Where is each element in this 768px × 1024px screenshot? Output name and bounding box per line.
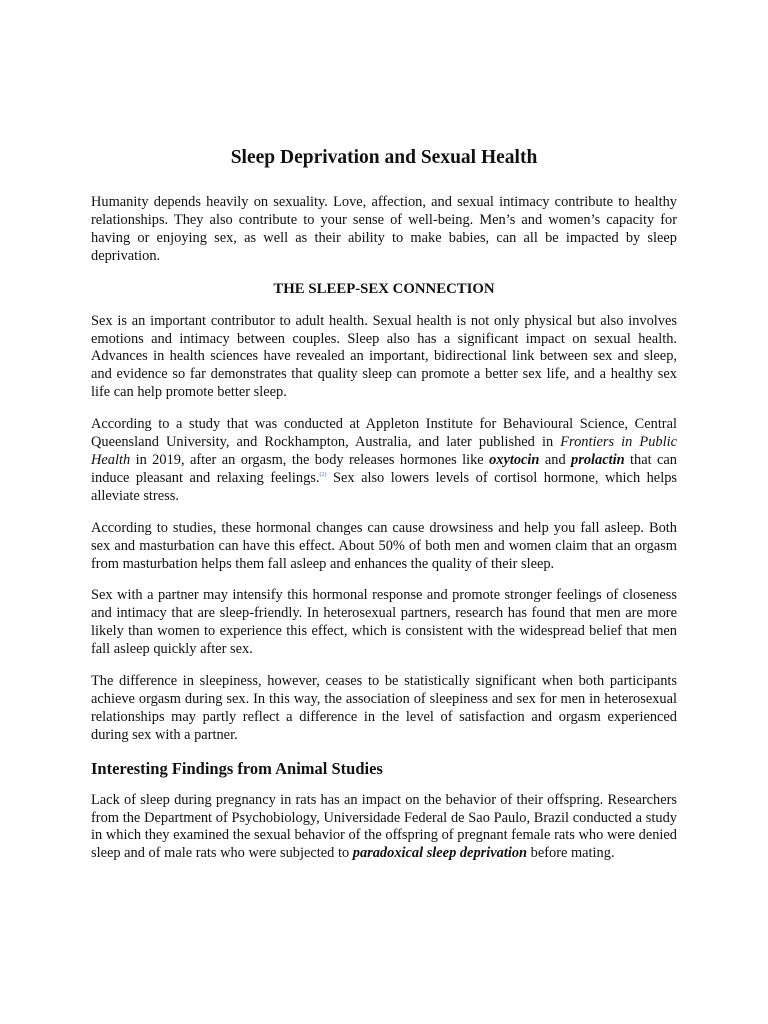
intro-paragraph: Humanity depends heavily on sexuality. Love, affection, and sexual intimacy contribute to healthy relationships. They also contribute to your sense of well-being. Men’s and women’s capacity for having or enjoying sex, as well as their ability to make babies, can all be impacted by sleep deprivation. [91,194,677,264]
paragraph-difference: The difference in sleepiness, however, ceases to be statistically significant when both participants achieve orgasm during sex. In this way, the association of sleepiness and sex for men in heterosexual relationships may partly reflect a difference in the level of satisfaction and orgasm experienced during sex with a partner. [91,673,677,743]
study-text-a: According to a study that was conducted at Appleton Institute for Behavioural Science, Central Queensland University, and Rockhampton, Australia, and later published in [91,416,677,451]
hormone-oxytocin: oxytocin [489,451,540,468]
section-heading-animal-studies: Interesting Findings from Animal Studies [91,758,383,778]
section-heading-sleep-sex: THE SLEEP-SEX CONNECTION [273,280,495,297]
reference-link[interactable]: (2) [319,472,327,479]
study-text-c: and [539,451,572,468]
term-paradoxical-sleep-deprivation: paradoxical sleep deprivation [352,845,528,862]
rats-text-b: before mating. [527,845,615,862]
journal-name: Frontiers in Public Health [91,434,677,468]
paragraph-partner: Sex with a partner may intensify this hormonal response and promote stronger feelings of closeness and intimacy that are sleep-friendly. In heterosexual partners, research has found that men are more likely than women to experience this effect, which is consistent with the widespread belief that men fall asleep quickly after sex. [91,587,677,658]
hormone-prolactin: prolactin [571,451,625,468]
paragraph-rats [91,792,677,864]
study-text-b: in 2019, after an orgasm, the body releases hormones like [130,451,490,468]
rats-text-a: Lack of sleep during pregnancy in rats has an impact on the behavior of their offspring. Researchers from the Department of Psychobiology, Universidade Federal de Sao Paulo, Brazil conducted a study in which they examined the sexual behavior of the offspring of pregnant female rats who were denied sleep and of male rats who were subjected to [91,791,677,862]
page-title: Sleep Deprivation and Sexual Health [230,147,538,168]
study-text-e: Sex also lowers levels of cortisol hormone, which helps alleviate stress. [91,469,677,504]
paragraph-hormonal-changes: According to studies, these hormonal changes can cause drowsiness and help you fall asleep. Both sex and masturbation can have this effect. About 50% of both men and women claim that an orgasm from masturbation helps them fall asleep and enhances the quality of their sleep. [91,519,677,572]
paragraph-sexual-health: Sex is an important contributor to adult health. Sexual health is not only physical but also involves emotions and intimacy between couples. Sleep also has a significant impact on sexual health. Advances in health sciences have revealed an important, bidirectional link between sex and sleep, and evidence so far demonstrates that quality sleep can promote a better sex life, and a healthy sex life can help promote better sleep. [91,312,677,401]
study-text-d: that can induce pleasant and relaxing feelings. [91,451,677,486]
paragraph-study [91,416,677,506]
